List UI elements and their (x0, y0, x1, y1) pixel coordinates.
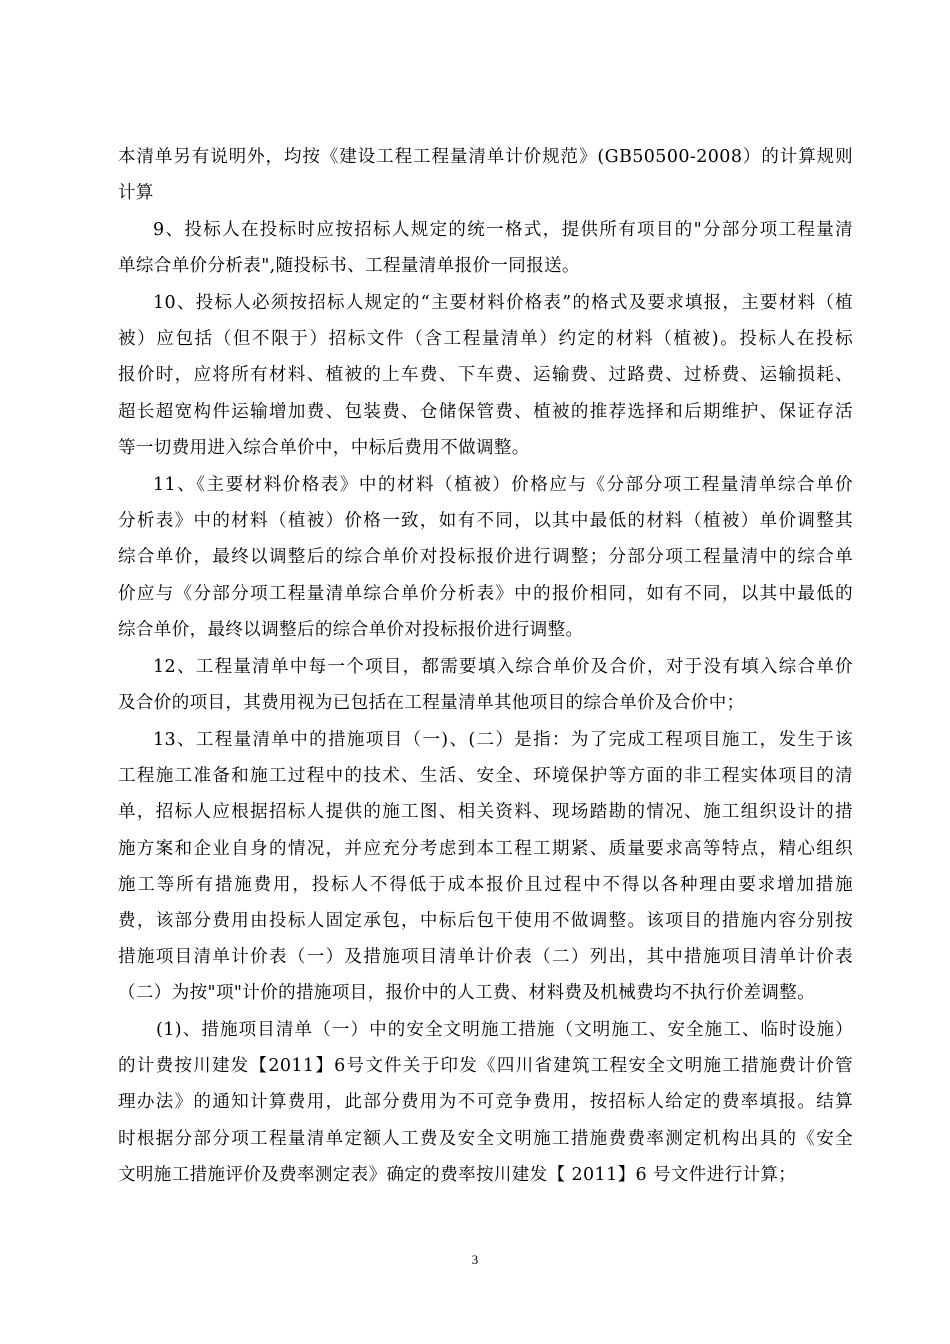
text-line: 等一切费用进入综合单价中，中标后费用不做调整。 (118, 437, 530, 458)
text-line: 价应与《分部分项工程量清单综合单价分析表》中的报价相同，如有不同，以其中最低的 (118, 583, 853, 604)
text-line: 及合价的项目，其费用视为已包括在工程量清单其他项目的综合单价及合价中； (118, 693, 745, 714)
text-line: 措施项目清单计价表（一）及措施项目清单计价表（二）列出，其中措施项目清单计价表 (118, 947, 853, 968)
paragraph-item-11 (118, 467, 853, 648)
page-number: 3 (471, 1252, 479, 1267)
text-line: 分析表》中的材料（植被）价格一致，如有不同，以其中最低的材料（植被）单价调整其 (118, 511, 853, 532)
text-line: 报价时，应将所有材料、植被的上车费、下车费、运输费、过路费、过桥费、运输损耗、 (118, 365, 853, 386)
text-line: 超长超宽构件运输增加费、包装费、仓储保管费、植被的推荐选择和后期维护、保证存活 (118, 401, 853, 422)
text-line: 计算 (118, 183, 154, 204)
text-line: 9、投标人在投标时应按招标人规定的统一格式，提供所有项目的"分部分项工程量清 (153, 220, 853, 240)
paragraph-continuation (118, 139, 853, 211)
text-line: 单综合单价分析表",随投标书、工程量清单报价一同报送。 (118, 256, 580, 277)
text-line: 12、工程量清单中每一个项目，都需要填入综合单价及合价，对于没有填入综合单价 (153, 657, 853, 677)
text-line: 时根据分部分项工程量清单定额人工费及安全文明施工措施费费率测定机构出具的《安全 (118, 1128, 853, 1149)
text-line: 被）应包括（但不限于）招标文件（含工程量清单）约定的材料（植被)。投标人在投标 (118, 329, 853, 350)
paragraph-item-13 (118, 722, 853, 1012)
paragraph-item-9 (118, 212, 853, 284)
paragraph-item-12 (118, 649, 853, 721)
text-line: (1)、措施项目清单（一）中的安全文明施工措施（文明施工、安全施工、临时设施） (156, 1020, 853, 1040)
text-line: 的计费按川建发【2011】6号文件关于印发《四川省建筑工程安全文明施工措施费计价管 (118, 1056, 853, 1077)
text-line: 本清单另有说明外，均按《建设工程工程量清单计价规范》(GB50500-2008）的计算规则 (118, 147, 853, 167)
paragraph-item-10 (118, 285, 853, 466)
text-line: 11、《主要材料价格表》中的材料（植被）价格应与《分部分项工程量清单综合单价 (153, 475, 853, 495)
text-line: 10、投标人必须按招标人规定的“主要材料价格表”的格式及要求填报，主要材料（植 (153, 293, 853, 313)
text-line: 施方案和企业自身的情况，并应充分考虑到本工程工期紧、质量要求高等特点，精心组织 (118, 838, 853, 859)
text-line: 工程施工准备和施工过程中的技术、生活、安全、环境保护等方面的非工程实体项目的清 (118, 766, 853, 787)
text-line: 文明施工措施评价及费率测定表》确定的费率按川建发【 2011】6 号文件进行计算； (118, 1164, 797, 1185)
text-line: （二）为按"项"计价的措施项目，报价中的人工费、材料费及机械费均不执行价差调整。 (118, 983, 816, 1004)
text-line: 综合单价，最终以调整后的综合单价对投标报价进行调整。 (118, 619, 584, 640)
text-line: 施工等所有措施费用，投标人不得低于成本报价且过程中不得以各种理由要求增加措施 (118, 874, 853, 895)
text-line: 单，招标人应根据招标人提供的施工图、相关资料、现场踏勘的情况、施工组织设计的措 (118, 802, 853, 823)
paragraph-subitem-1 (118, 1012, 853, 1193)
text-line: 综合单价，最终以调整后的综合单价对投标报价进行调整；分部分项工程量清中的综合单 (118, 547, 853, 568)
text-line: 费，该部分费用由投标人固定承包，中标后包干使用不做调整。该项目的措施内容分别按 (118, 911, 853, 932)
text-line: 13、工程量清单中的措施项目（一)、(二）是指：为了完成工程项目施工，发生于该 (153, 730, 853, 750)
text-line: 理办法》的通知计算费用，此部分费用为不可竞争费用，按招标人给定的费率填报。结算 (118, 1092, 853, 1113)
